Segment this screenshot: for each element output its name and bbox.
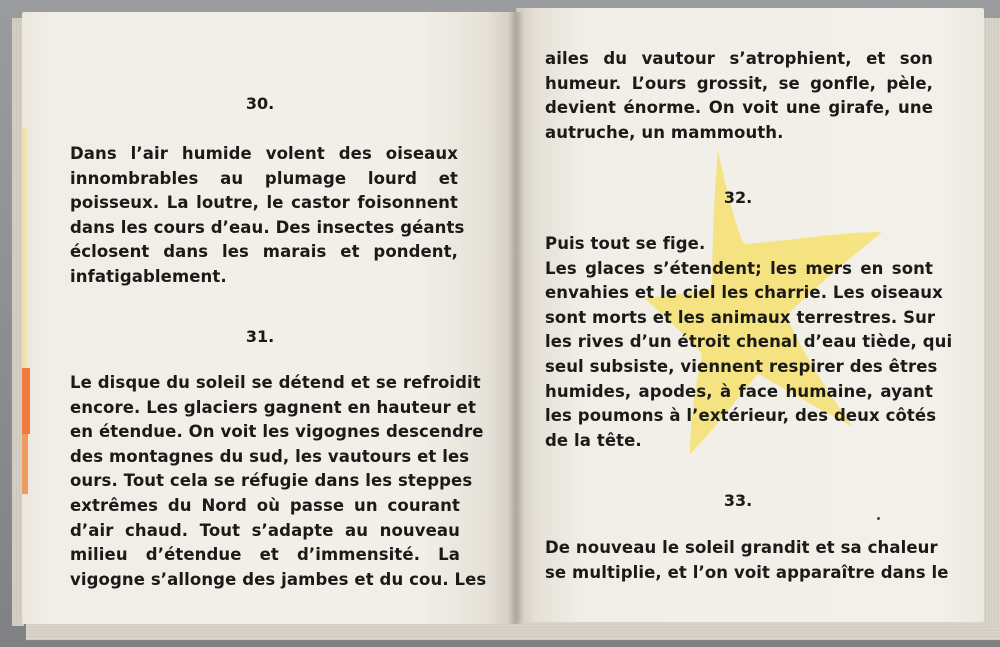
text-line: Les glaces s’étendent; les mers en sont bbox=[545, 258, 933, 278]
section-number-32: 32. bbox=[723, 188, 753, 207]
text-line: les poumons à l’extérieur, des deux côtés bbox=[545, 406, 937, 426]
section-31-paragraph bbox=[70, 371, 487, 592]
page-edge-yellow-strip bbox=[22, 128, 27, 368]
text-line: sont morts et les animaux terrestres. Sur bbox=[545, 307, 936, 327]
continuation-paragraph bbox=[545, 47, 933, 145]
text-line: innombrables au plumage lourd et bbox=[70, 168, 458, 188]
text-line: ours. Tout cela se réfugie dans les steppes bbox=[70, 471, 473, 491]
text-line: de la tête. bbox=[545, 430, 642, 450]
text-line: les rives d’un étroit chenal d’eau tiède, qui bbox=[545, 332, 953, 352]
section-33-paragraph bbox=[545, 536, 949, 585]
text-line: Le disque du soleil se détend et se refroidit bbox=[70, 373, 481, 392]
section-32-paragraph bbox=[545, 232, 953, 453]
page-edge-orange-strip bbox=[22, 368, 30, 434]
text-line: Dans l’air humide volent des oiseaux bbox=[70, 144, 458, 163]
text-line: extrêmes du Nord où passe un courant bbox=[70, 495, 460, 515]
text-line: dans les cours d’eau. Des insectes géants bbox=[70, 217, 465, 237]
section-number-31: 31. bbox=[245, 327, 275, 346]
page-stack-right-edge bbox=[984, 18, 1000, 628]
text-line: milieu d’étendue et d’immensité. La bbox=[70, 545, 460, 565]
text-line: seul subsiste, viennent respirer des êtres bbox=[545, 356, 938, 376]
text-line: se multiplie, et l’on voit apparaître dans le bbox=[545, 562, 949, 582]
section-number-33: 33. bbox=[723, 491, 753, 510]
text-line: devient énorme. On voit une girafe, une bbox=[545, 98, 933, 118]
text-line: humides, apodes, à face humaine, ayant bbox=[545, 381, 933, 401]
text-line: encore. Les glaciers gagnent en hauteur et bbox=[70, 397, 476, 417]
text-line: éclosent dans les marais et pondent, bbox=[70, 242, 458, 262]
text-line: autruche, un mammouth. bbox=[545, 122, 784, 142]
text-line: en étendue. On voit les vigognes descendre bbox=[70, 422, 484, 442]
text-line: De nouveau le soleil grandit et sa chaleur bbox=[545, 538, 938, 557]
text-line: envahies et le ciel les charrie. Les oiseaux bbox=[545, 283, 943, 303]
text-line: poisseux. La loutre, le castor foisonnent bbox=[70, 193, 458, 213]
ink-speck bbox=[877, 517, 880, 520]
text-line: des montagnes du sud, les vautours et les bbox=[70, 446, 470, 466]
text-line: vigogne s’allonge des jambes et du cou. Les bbox=[70, 569, 487, 589]
section-number-30: 30. bbox=[245, 94, 275, 113]
text-line: humeur. L’ours grossit, se gonfle, pèle, bbox=[545, 73, 933, 93]
text-line: ailes du vautour s’atrophient, et son bbox=[545, 49, 933, 68]
book-gutter bbox=[508, 12, 524, 624]
page-edge-orange-strip-lower bbox=[22, 434, 28, 494]
section-30-paragraph bbox=[70, 142, 465, 290]
text-line: Puis tout se fige. bbox=[545, 234, 706, 253]
text-line: d’air chaud. Tout s’adapte au nouveau bbox=[70, 520, 460, 540]
text-line: infatigablement. bbox=[70, 266, 227, 286]
